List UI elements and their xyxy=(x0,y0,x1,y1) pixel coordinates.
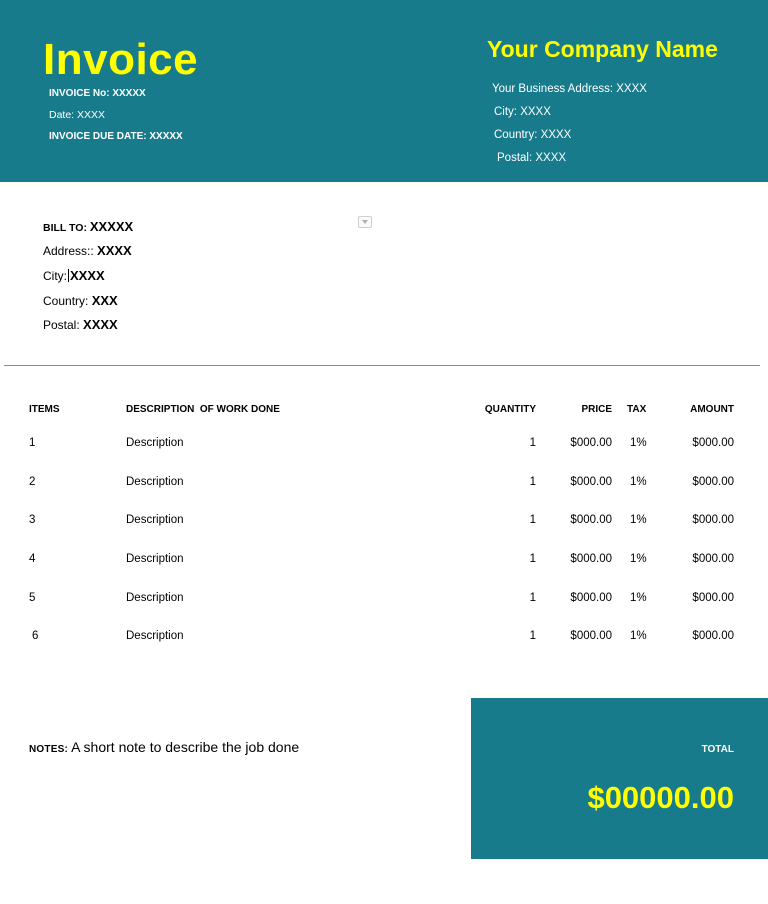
notes-label: NOTES: xyxy=(29,744,68,755)
row-tax: 1% xyxy=(630,553,647,565)
bill-address-label: Address:: xyxy=(43,244,98,258)
row-tax: 1% xyxy=(630,437,647,449)
text-cursor xyxy=(68,269,69,282)
row-tax: 1% xyxy=(630,476,647,488)
bill-city-label: City: xyxy=(43,269,67,283)
header-description: DESCRIPTION OF WORK DONE xyxy=(126,404,280,415)
row-price: $000.00 xyxy=(570,592,612,604)
bill-address-line[interactable] xyxy=(43,243,132,259)
business-city: City: XXXX xyxy=(494,106,551,118)
total-label: TOTAL xyxy=(701,744,734,755)
row-price: $000.00 xyxy=(570,437,612,449)
row-quantity: 1 xyxy=(529,592,536,604)
bill-city-line[interactable] xyxy=(43,268,105,284)
header-amount: AMOUNT xyxy=(690,404,734,415)
row-description: Description xyxy=(126,592,184,604)
row-amount: $000.00 xyxy=(692,476,734,488)
header-price: PRICE xyxy=(581,404,612,415)
notes-text: A short note to describe the job done xyxy=(67,739,300,755)
chevron-down-icon xyxy=(362,220,368,224)
bill-country-value[interactable]: XXX xyxy=(91,293,118,308)
row-amount: $000.00 xyxy=(692,437,734,449)
section-divider xyxy=(4,365,760,366)
row-amount: $000.00 xyxy=(692,592,734,604)
business-postal: Postal: XXXX xyxy=(497,152,567,164)
row-quantity: 1 xyxy=(529,553,536,565)
total-box xyxy=(471,698,768,859)
row-tax: 1% xyxy=(630,592,647,604)
bill-postal-line[interactable] xyxy=(43,317,118,333)
row-price: $000.00 xyxy=(570,553,612,565)
row-quantity: 1 xyxy=(529,630,536,642)
invoice-header xyxy=(0,0,768,182)
bill-city-value[interactable]: XXXX xyxy=(70,268,105,283)
invoice-number: INVOICE No: XXXXX xyxy=(49,88,146,99)
row-amount: $000.00 xyxy=(692,553,734,565)
row-price: $000.00 xyxy=(570,514,612,526)
bill-postal-value[interactable]: XXXX xyxy=(83,317,118,332)
total-value: $00000.00 xyxy=(587,780,734,815)
row-price: $000.00 xyxy=(570,476,612,488)
bill-country-label: Country: xyxy=(43,294,92,308)
row-amount: $000.00 xyxy=(692,630,734,642)
notes xyxy=(29,738,299,759)
row-amount: $000.00 xyxy=(692,514,734,526)
company-name: Your Company Name xyxy=(487,36,718,62)
business-country: Country: XXXX xyxy=(494,129,572,141)
invoice-due-date: INVOICE DUE DATE: XXXXX xyxy=(49,131,183,142)
row-item: 2 xyxy=(29,476,36,488)
business-address: Your Business Address: XXXX xyxy=(492,83,647,95)
bill-country-line[interactable] xyxy=(43,293,118,309)
row-quantity: 1 xyxy=(529,514,536,526)
header-tax: TAX xyxy=(627,404,647,415)
row-tax: 1% xyxy=(630,514,647,526)
invoice-date: Date: XXXX xyxy=(49,109,106,121)
bill-to-line[interactable] xyxy=(43,219,133,236)
row-description: Description xyxy=(126,553,184,565)
row-quantity: 1 xyxy=(529,476,536,488)
bill-to-value[interactable]: XXXXX xyxy=(89,219,134,234)
bill-to-label: BILL TO: xyxy=(43,222,90,234)
bill-postal-label: Postal: xyxy=(43,318,84,332)
row-tax: 1% xyxy=(630,630,647,642)
row-description: Description xyxy=(126,514,184,526)
header-items: ITEMS xyxy=(29,404,60,415)
row-description: Description xyxy=(126,630,184,642)
row-item: 1 xyxy=(29,437,36,449)
row-price: $000.00 xyxy=(570,630,612,642)
row-description: Description xyxy=(126,437,184,449)
row-item: 5 xyxy=(29,592,36,604)
row-item: 6 xyxy=(32,630,39,642)
row-item: 3 xyxy=(29,514,36,526)
header-quantity: QUANTITY xyxy=(484,404,536,415)
bill-address-value[interactable]: XXXX xyxy=(97,243,132,258)
row-item: 4 xyxy=(29,553,36,565)
row-description: Description xyxy=(126,476,184,488)
invoice-title: Invoice xyxy=(43,35,199,84)
row-quantity: 1 xyxy=(529,437,536,449)
dropdown-toggle[interactable] xyxy=(358,216,372,228)
